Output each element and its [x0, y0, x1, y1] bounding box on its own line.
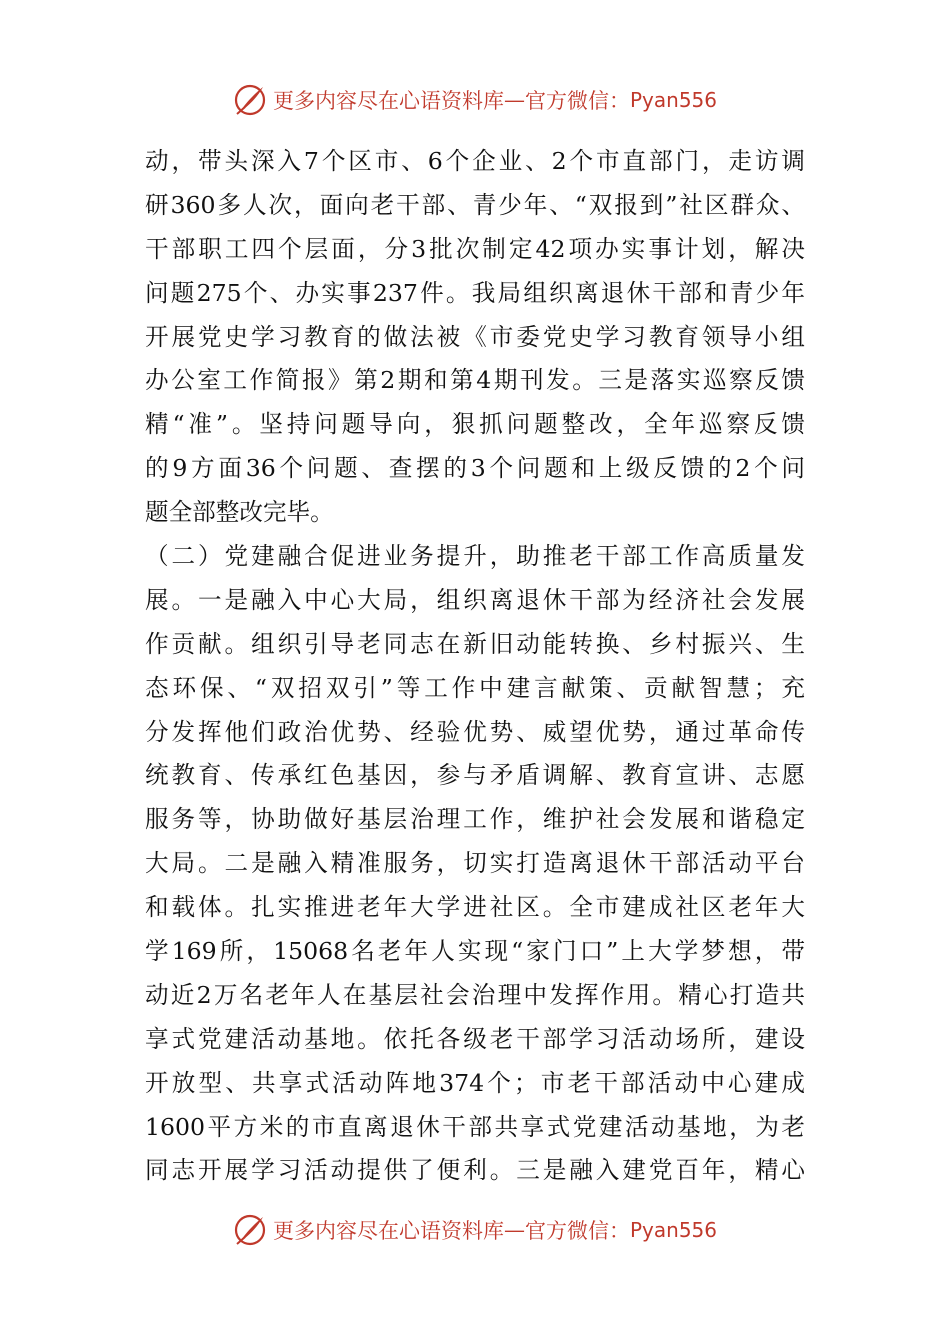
body-line: 态环保、“双招双引”等工作中建言献策、贡献智慧；充	[145, 673, 805, 702]
feather-pen-logo-icon	[233, 83, 267, 117]
footer-watermark	[0, 1210, 950, 1250]
body-line: 干部职工四个层面，分3批次制定42项办实事计划，解决	[145, 234, 805, 263]
body-line: 开展党史学习教育的做法被《市委党史学习教育领导小组	[145, 322, 805, 351]
body-line: 服务等，协助做好基层治理工作，维护社会发展和谐稳定	[145, 805, 805, 834]
watermark-handle: Pyan556	[629, 88, 717, 112]
document-body	[145, 140, 805, 1193]
body-line: 展。一是融入中心大局，组织离退休干部为经济社会发展	[145, 585, 805, 614]
feather-pen-logo-icon	[233, 1213, 267, 1247]
body-line: 享式党建活动基地。依托各级老干部学习活动场所，建设	[145, 1024, 805, 1053]
body-line: 学169所，15068名老年人实现“家门口”上大学梦想，带	[145, 937, 805, 966]
watermark-site-text: 更多内容尽在心语资料库	[272, 89, 504, 113]
body-line: 分发挥他们政治优势、经验优势、威望优势，通过革命传	[145, 717, 805, 746]
body-line: 1600平方米的市直离退休干部共享式党建活动基地，为老	[145, 1112, 805, 1141]
body-line: 精“准”。坚持问题导向，狠抓问题整改，全年巡察反馈	[145, 410, 805, 439]
watermark-label: 官方微信：	[524, 1219, 630, 1243]
watermark-dash: —	[503, 88, 525, 112]
body-line: 和载体。扎实推进老年大学进社区。全市建成社区老年大	[145, 893, 805, 922]
watermark-label: 官方微信：	[524, 89, 630, 113]
body-line: 统教育、传承红色基因，参与矛盾调解、教育宣讲、志愿	[145, 761, 805, 790]
body-line: 作贡献。组织引导老同志在新旧动能转换、乡村振兴、生	[145, 629, 805, 658]
body-line: 研360多人次，面向老干部、青少年、“双报到”社区群众、	[145, 190, 805, 219]
body-line: 问题275个、办实事237件。我局组织离退休干部和青少年	[145, 278, 805, 307]
body-line: 动近2万名老年人在基层社会治理中发挥作用。精心打造共	[145, 980, 805, 1009]
body-line: 动，带头深入7个区市、6个企业、2个市直部门，走访调	[145, 147, 805, 175]
watermark-site-text: 更多内容尽在心语资料库	[272, 1219, 504, 1243]
section-heading-line: （二）党建融合促进业务提升，助推老干部工作高质量发	[145, 542, 805, 571]
body-line-paragraph-end: 题全部整改完毕。	[145, 498, 334, 527]
header-watermark	[0, 80, 950, 120]
body-line: 大局。二是融入精准服务，切实打造离退休干部活动平台	[145, 849, 805, 878]
body-line: 同志开展学习活动提供了便利。三是融入建党百年，精心	[145, 1156, 805, 1185]
body-line: 的9方面36个问题、查摆的3个问题和上级反馈的2个问	[145, 454, 805, 483]
body-line: 开放型、共享式活动阵地374个；市老干部活动中心建成	[145, 1068, 805, 1097]
watermark-dash: —	[503, 1218, 525, 1242]
body-line: 办公室工作简报》第2期和第4期刊发。三是落实巡察反馈	[145, 366, 805, 395]
watermark-handle: Pyan556	[629, 1218, 717, 1242]
